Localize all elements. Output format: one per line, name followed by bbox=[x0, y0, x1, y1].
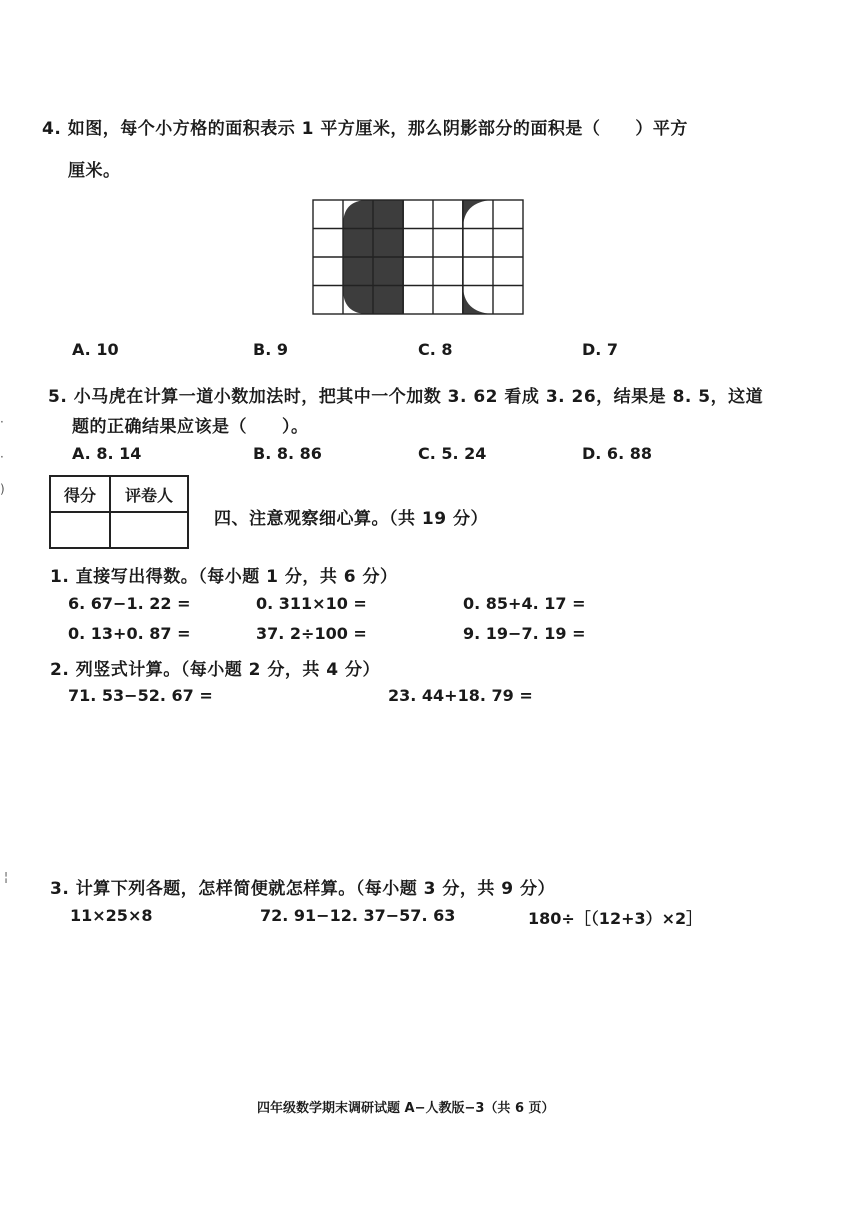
margin-mark: ) bbox=[0, 482, 5, 496]
q4-text-line1: 4. 如图，每个小方格的面积表示 1 平方厘米，那么阴影部分的面积是（ ）平方 bbox=[42, 119, 688, 139]
score-box bbox=[49, 475, 189, 549]
margin-mark: ¦ bbox=[4, 870, 9, 884]
s1-title: 1. 直接写出得数。（每小题 1 分，共 6 分） bbox=[50, 567, 398, 587]
q4-option-a: A. 10 bbox=[72, 340, 119, 359]
q5-option-b: B. 8. 86 bbox=[253, 444, 322, 463]
s1-item-4: 0. 13+0. 87 = bbox=[68, 624, 191, 643]
s1-item-6: 9. 19−7. 19 = bbox=[463, 624, 586, 643]
s1-item-1: 6. 67−1. 22 = bbox=[68, 594, 191, 613]
q4-grid-figure bbox=[312, 199, 524, 315]
s2-item-2: 23. 44+18. 79 = bbox=[388, 686, 533, 705]
score-cell[interactable] bbox=[50, 512, 110, 548]
q4-option-d: D. 7 bbox=[582, 340, 619, 359]
s1-item-5: 37. 2÷100 = bbox=[256, 624, 367, 643]
margin-mark: · bbox=[0, 415, 4, 429]
q5-option-d: D. 6. 88 bbox=[582, 444, 652, 463]
s2-item-1: 71. 53−52. 67 = bbox=[68, 686, 213, 705]
s3-title: 3. 计算下列各题，怎样简便就怎样算。（每小题 3 分，共 9 分） bbox=[50, 879, 556, 899]
margin-mark: · bbox=[0, 450, 4, 464]
s3-item-2: 72. 91−12. 37−57. 63 bbox=[260, 906, 456, 925]
s2-title: 2. 列竖式计算。（每小题 2 分，共 4 分） bbox=[50, 660, 381, 680]
q5-option-c: C. 5. 24 bbox=[418, 444, 487, 463]
q5-text-line1: 5. 小马虎在计算一道小数加法时，把其中一个加数 3. 62 看成 3. 26，结果是 8. 5，这道 bbox=[48, 387, 764, 407]
score-label: 得分 bbox=[50, 476, 110, 512]
grader-cell[interactable] bbox=[110, 512, 188, 548]
page-footer: 四年级数学期末调研试题 A−人教版−3（共 6 页） bbox=[257, 1101, 555, 1116]
section-four-title: 四、注意观察细心算。（共 19 分） bbox=[214, 509, 488, 529]
s1-item-2: 0. 311×10 = bbox=[256, 594, 367, 613]
grader-label: 评卷人 bbox=[110, 476, 188, 512]
s1-item-3: 0. 85+4. 17 = bbox=[463, 594, 586, 613]
q4-option-b: B. 9 bbox=[253, 340, 288, 359]
q5-text-line2: 题的正确结果应该是（ ）。 bbox=[72, 417, 309, 437]
q4-option-c: C. 8 bbox=[418, 340, 453, 359]
s3-item-1: 11×25×8 bbox=[70, 906, 153, 925]
q5-option-a: A. 8. 14 bbox=[72, 444, 142, 463]
s3-item-3: 180÷［（12+3）×2］ bbox=[528, 909, 703, 928]
q4-text-line2: 厘米。 bbox=[68, 161, 121, 181]
